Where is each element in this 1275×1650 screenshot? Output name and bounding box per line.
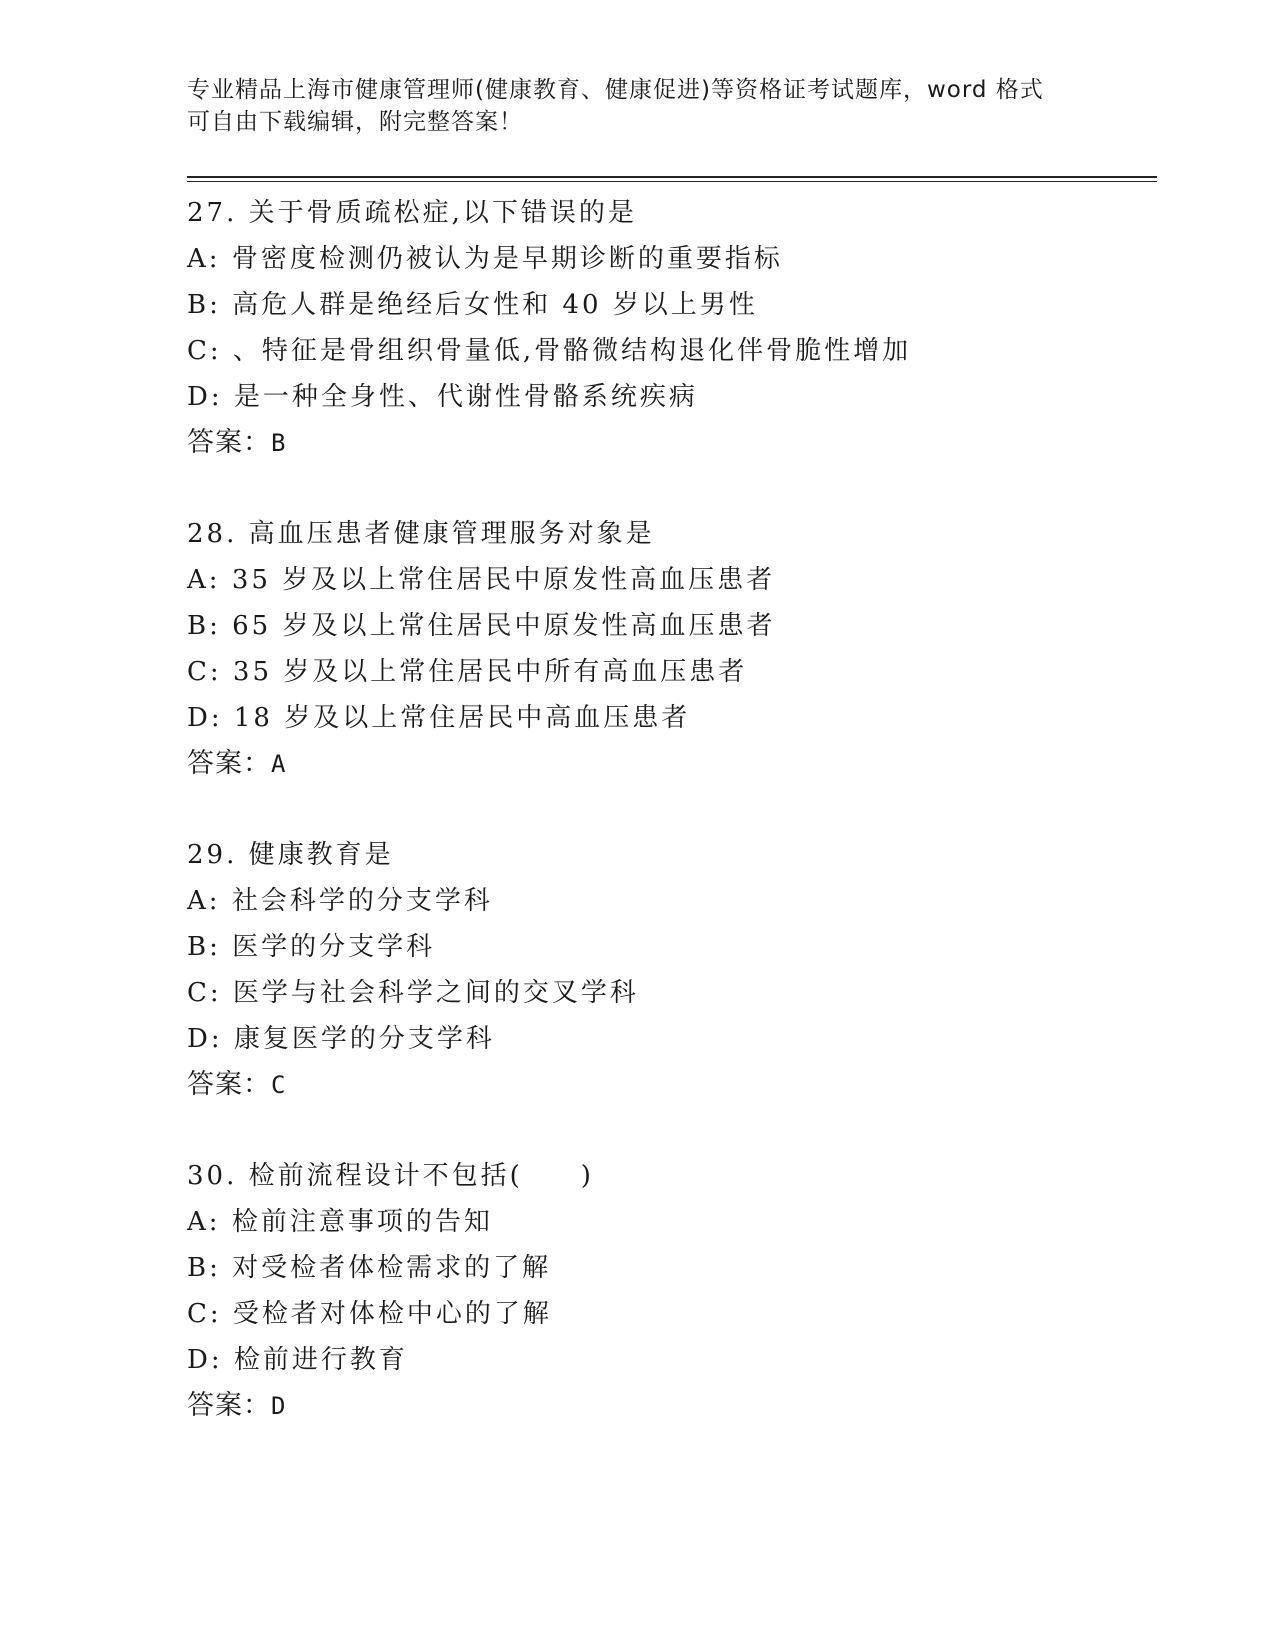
option-d	[187, 1016, 1167, 1062]
question-28	[187, 511, 1167, 787]
option-text: 骨密度检测仍被认为是早期诊断的重要指标	[231, 244, 783, 274]
option-d	[187, 374, 1167, 420]
answer-value: B	[271, 429, 287, 457]
option-a	[187, 1199, 1167, 1245]
option-a	[187, 236, 1167, 282]
option-a	[187, 878, 1167, 924]
option-b	[187, 282, 1167, 328]
option-label: D:	[187, 382, 223, 412]
question-stem: 27. 关于骨质疏松症,以下错误的是	[187, 198, 637, 228]
option-text: 是一种全身性、代谢性骨骼系统疾病	[233, 382, 698, 412]
answer-line	[187, 420, 1167, 466]
option-label: A:	[187, 244, 221, 274]
question-30	[187, 1153, 1167, 1429]
header-divider-thick	[187, 176, 1157, 178]
question-29	[187, 832, 1167, 1108]
option-c	[187, 1291, 1167, 1337]
option-b	[187, 603, 1167, 649]
option-text: 医学的分支学科	[232, 932, 436, 962]
option-label: A:	[187, 1207, 221, 1237]
option-text: 35 岁及以上常住居民中原发性高血压患者	[231, 565, 776, 595]
option-text: 受检者对体检中心的了解	[232, 1299, 552, 1329]
option-b	[187, 924, 1167, 970]
header-line-2: 可自由下载编辑，附完整答案！	[187, 109, 523, 135]
answer-label: 答案：	[187, 1390, 271, 1421]
answer-value: D	[271, 1392, 287, 1420]
option-text: 社会科学的分支学科	[231, 886, 493, 916]
option-text: 检前进行教育	[233, 1345, 408, 1375]
option-text: 对受检者体检需求的了解	[232, 1253, 552, 1283]
option-c	[187, 970, 1167, 1016]
option-text: 高危人群是绝经后女性和 40 岁以上男性	[232, 290, 758, 320]
option-text: 、特征是骨组织骨量低,骨骼微结构退化伴骨脆性增加	[232, 336, 912, 366]
header-divider-thin	[187, 181, 1157, 182]
option-text: 18 岁及以上常住居民中高血压患者	[233, 703, 691, 733]
question-list	[187, 190, 1167, 1429]
document-header	[187, 74, 1087, 138]
option-label: B:	[187, 1253, 221, 1283]
option-label: D:	[187, 703, 223, 733]
answer-line	[187, 1383, 1167, 1429]
option-text: 医学与社会科学之间的交叉学科	[232, 978, 639, 1008]
answer-label: 答案：	[187, 748, 271, 779]
header-line-1: 专业精品上海市健康管理师(健康教育、健康促进)等资格证考试题库，word 格式	[187, 77, 1044, 103]
option-text: 65 岁及以上常住居民中原发性高血压患者	[232, 611, 776, 641]
answer-line	[187, 1062, 1167, 1108]
option-c	[187, 328, 1167, 374]
option-text: 检前注意事项的告知	[231, 1207, 493, 1237]
option-text: 康复医学的分支学科	[233, 1024, 495, 1054]
answer-label: 答案：	[187, 1069, 271, 1100]
option-label: A:	[187, 565, 221, 595]
answer-line	[187, 741, 1167, 787]
option-label: B:	[187, 290, 221, 320]
option-label: C:	[187, 336, 222, 366]
option-label: C:	[187, 978, 222, 1008]
option-d	[187, 695, 1167, 741]
question-stem: 30. 检前流程设计不包括( )	[187, 1161, 594, 1191]
option-b	[187, 1245, 1167, 1291]
option-label: C:	[187, 1299, 222, 1329]
option-d	[187, 1337, 1167, 1383]
option-label: B:	[187, 611, 221, 641]
question-stem: 29. 健康教育是	[187, 840, 394, 870]
answer-value: A	[271, 750, 287, 778]
option-label: A:	[187, 886, 221, 916]
option-label: D:	[187, 1024, 223, 1054]
option-label: D:	[187, 1345, 223, 1375]
option-a	[187, 557, 1167, 603]
option-label: C:	[187, 657, 222, 687]
option-label: B:	[187, 932, 221, 962]
option-c	[187, 649, 1167, 695]
answer-label: 答案：	[187, 427, 271, 458]
answer-value: C	[271, 1071, 287, 1099]
option-text: 35 岁及以上常住居民中所有高血压患者	[232, 657, 748, 687]
question-27	[187, 190, 1167, 466]
question-stem: 28. 高血压患者健康管理服务对象是	[187, 519, 655, 549]
